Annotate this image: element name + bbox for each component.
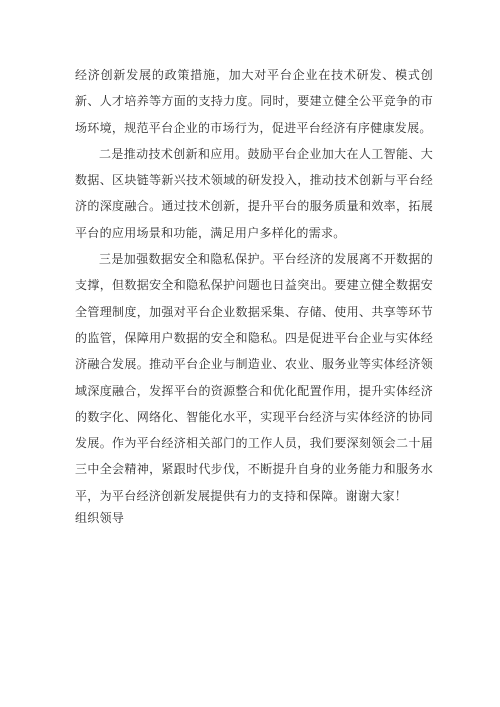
document-body (75, 62, 433, 527)
footer-line: 组织领导 (75, 511, 125, 526)
paragraph-3: 三是加强数据安全和隐私保护。平台经济的发展离不开数据的支撑，但数据安全和隐私保护问题也日益突出。要建立健全数据安全管理制度，加强对平台企业数据采集、存储、使用、共享等环节的监管，保障用户数据的安全和隐私。四是促进平台企业与实体经济融合发展。推动平台企业与制造业、农业、服务业等实体经济领域深度融合，发挥平台的资源整合和优化配置作用，提升实体经济的数字化、网络化、智能化水平，实现平台经济与实体经济的协同发展。作为平台经济相关部门的工作人员，我们要深刻领会二十届三中全会精神，紧跟时代步伐，不断提升自身的业务能力和服务水平，为平台经济创新发展提供有力的支持和保障。谢谢大家！ (75, 252, 433, 503)
paragraph-2: 二是推动技术创新和应用。鼓励平台企业加大在人工智能、大数据、区块链等新兴技术领域的研发投入，推动技术创新与平台经济的深度融合。通过技术创新，提升平台的服务质量和效率，拓展平台的应用场景和功能，满足用户多样化的需求。 (75, 146, 433, 240)
paragraph-1: 经济创新发展的政策措施，加大对平台企业在技术研发、模式创新、人才培养等方面的支持力度。同时，要建立健全公平竞争的市场环境，规范平台企业的市场行为，促进平台经济有序健康发展。 (75, 68, 433, 135)
